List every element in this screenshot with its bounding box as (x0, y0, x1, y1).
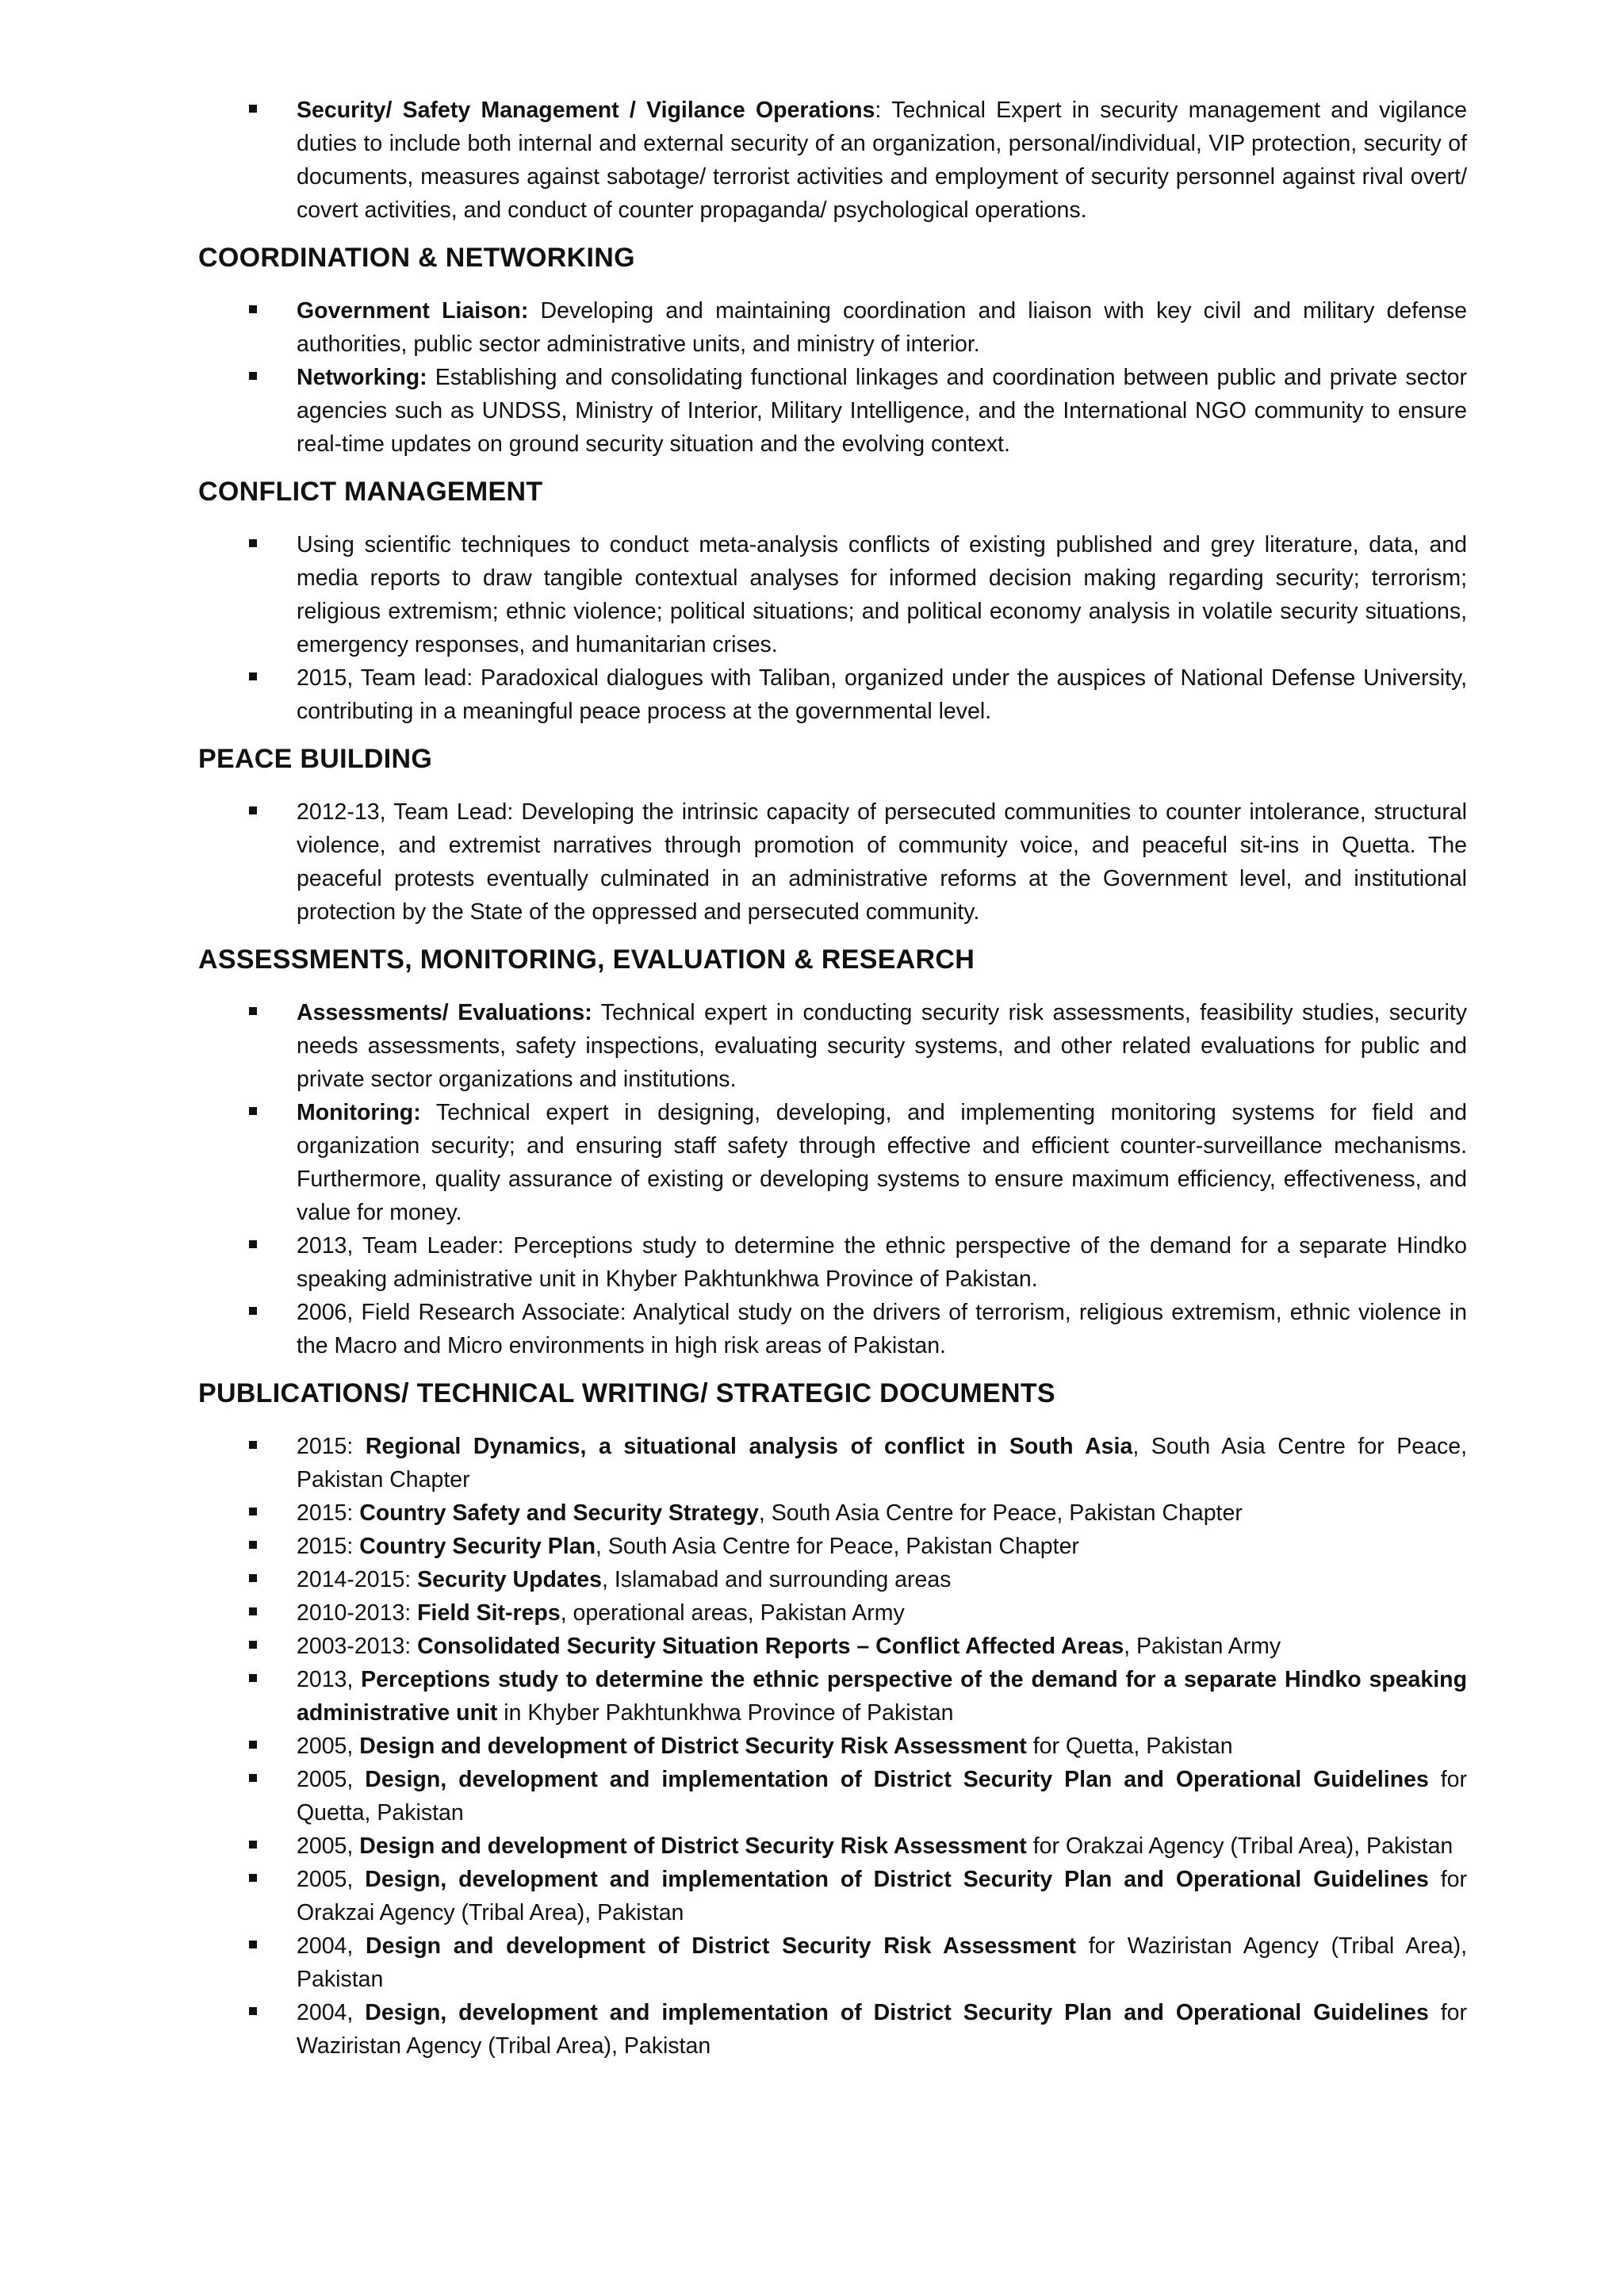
item-prefix: 2005, (297, 1734, 360, 1759)
list-item (198, 996, 1467, 1096)
section (198, 744, 1467, 929)
item-prefix: 2010-2013: (297, 1600, 418, 1626)
square-bullet-icon (249, 1674, 257, 1682)
item-text: , Islamabad and surrounding areas (601, 1567, 952, 1592)
list-item (198, 1229, 1467, 1296)
square-bullet-icon (249, 1607, 257, 1615)
list-item (198, 94, 1467, 227)
square-bullet-icon (249, 1874, 257, 1882)
square-bullet-icon (249, 1641, 257, 1649)
square-bullet-icon (249, 1240, 257, 1248)
square-bullet-icon (249, 1007, 257, 1015)
list-item (198, 1496, 1467, 1530)
item-prefix: 2004, (297, 1933, 366, 1959)
square-bullet-icon (249, 1107, 257, 1115)
square-bullet-icon (249, 807, 257, 814)
item-text: in Khyber Pakhtunkhwa Province of Pakistan (497, 1700, 954, 1726)
item-text: 2015, Team lead: Paradoxical dialogues with Taliban, organized under the auspices of National Defense University, contributing in a meaningful peace process at the governmental level. (297, 665, 1467, 724)
list-item (198, 1996, 1467, 2063)
square-bullet-icon (249, 105, 257, 113)
item-bold-title: Consolidated Security Situation Reports – Conflict Affected Areas (417, 1634, 1124, 1659)
section (198, 1378, 1467, 2063)
square-bullet-icon (249, 672, 257, 680)
bullet-list (198, 294, 1467, 461)
section (198, 477, 1467, 728)
item-prefix: 2005, (297, 1767, 366, 1792)
item-prefix: 2015: (297, 1534, 360, 1559)
item-bold-title: Design, development and implementation of District Security Plan and Operational Guidelines (365, 1867, 1429, 1892)
item-text: Establishing and consolidating functional linkages and coordination between public and private sector agencies such as UNDSS, Ministry of Interior, Military Intelligence, and the International NGO community to ensure real-time updates on ground security situation and the evolving context. (297, 365, 1467, 457)
section (198, 94, 1467, 227)
section (198, 944, 1467, 1362)
square-bullet-icon (249, 1574, 257, 1582)
item-prefix: 2015: (297, 1500, 360, 1526)
list-item (198, 1630, 1467, 1663)
square-bullet-icon (249, 372, 257, 380)
square-bullet-icon (249, 305, 257, 313)
item-bold-title: Security Updates (417, 1567, 602, 1592)
item-text: : Technical Expert in security management and vigilance duties to include both internal and external security of an organization, personal/individual, VIP protection, security of documents, measures against sabotage/ terrorist activities and employment of security personnel against rival overt/ covert activities, and conduct of counter propaganda/ psychological operations. (297, 98, 1467, 223)
item-text: 2013, Team Leader: Perceptions study to determine the ethnic perspective of the demand for a separate Hindko speaking administrative unit in Khyber Pakhtunkhwa Province of Pakistan. (297, 1233, 1467, 1292)
item-text: for Waziristan Agency (Tribal Area), Pakistan (297, 2000, 1467, 2059)
item-text: for Quetta, Pakistan (297, 1767, 1467, 1826)
list-item (198, 1596, 1467, 1630)
square-bullet-icon (249, 539, 257, 547)
bullet-list (198, 1430, 1467, 2063)
document-content (198, 94, 1467, 2077)
bullet-list (198, 795, 1467, 929)
square-bullet-icon (249, 1841, 257, 1849)
list-item (198, 1663, 1467, 1730)
item-bold-title: Field Sit-reps (417, 1600, 561, 1626)
item-prefix: 2015: (297, 1434, 366, 1459)
item-text: , Pakistan Army (1124, 1634, 1281, 1659)
section (198, 243, 1467, 461)
list-item (198, 1730, 1467, 1763)
square-bullet-icon (249, 1941, 257, 1948)
item-prefix: 2003-2013: (297, 1634, 418, 1659)
item-text: Technical expert in designing, developing, and implementing monitoring systems for field and organization security; and ensuring staff safety through effective and efficient counter-surveillance mechanisms. Furthermore, quality assurance of existing or developing systems to ensure maximum efficiency, effectiveness, and value for money. (297, 1100, 1467, 1225)
section-heading: PUBLICATIONS/ TECHNICAL WRITING/ STRATEGIC DOCUMENTS (198, 1378, 1055, 1408)
list-item (198, 294, 1467, 361)
item-bold-title: Country Security Plan (359, 1534, 596, 1559)
item-prefix: 2005, (297, 1867, 366, 1892)
item-prefix: 2014-2015: (297, 1567, 418, 1592)
bullet-list (198, 996, 1467, 1362)
list-item (198, 1530, 1467, 1563)
list-item (198, 361, 1467, 461)
section-heading: CONFLICT MANAGEMENT (198, 477, 543, 507)
item-bold-title: Design, development and implementation of District Security Plan and Operational Guidelines (365, 1767, 1429, 1792)
item-bold-title: Assessments/ Evaluations: (297, 1000, 592, 1025)
item-bold-title: Perceptions study to determine the ethnic perspective of the demand for a separate Hindko speaking administrative unit (297, 1667, 1467, 1726)
bullet-list (198, 528, 1467, 728)
list-item (198, 1829, 1467, 1863)
item-text: for Orakzai Agency (Tribal Area), Pakistan (1026, 1833, 1454, 1859)
item-text: , South Asia Centre for Peace, Pakistan Chapter (758, 1500, 1243, 1526)
item-text: Developing and maintaining coordination and liaison with key civil and military defense authorities, public sector administrative units, and ministry of interior. (297, 298, 1467, 357)
item-text: Using scientific techniques to conduct meta-analysis conflicts of existing published and grey literature, data, and media reports to draw tangible contextual analyses for informed decision making regarding security; terrorism; religious extremism; ethnic violence; political situations; and political economy analysis in volatile security situations, emergency responses, and humanitarian crises. (297, 532, 1467, 657)
item-text: 2012-13, Team Lead: Developing the intrinsic capacity of persecuted communities to counter intolerance, structural violence, and extremist narratives through promotion of community voice, and peaceful sit-ins in Quetta. The peaceful protests eventually culminated in an administrative reforms at the Government level, and institutional protection by the State of the oppressed and persecuted community. (297, 799, 1467, 925)
item-text: for Waziristan Agency (Tribal Area), Pakistan (297, 1933, 1467, 1992)
list-item (198, 795, 1467, 929)
item-bold-title: Regional Dynamics, a situational analysis of conflict in South Asia (365, 1434, 1133, 1459)
item-text: Technical expert in conducting security risk assessments, feasibility studies, security needs assessments, safety inspections, evaluating security systems, and other related evaluations for public and private sector organizations and institutions. (297, 1000, 1467, 1092)
section-heading: ASSESSMENTS, MONITORING, EVALUATION & RESEARCH (198, 944, 975, 975)
item-prefix: 2005, (297, 1833, 360, 1859)
item-text: for Orakzai Agency (Tribal Area), Pakistan (297, 1867, 1467, 1925)
square-bullet-icon (249, 1541, 257, 1549)
list-item (198, 1763, 1467, 1829)
square-bullet-icon (249, 2007, 257, 2015)
item-prefix: 2013, (297, 1667, 362, 1692)
list-item (198, 1563, 1467, 1596)
list-item (198, 1296, 1467, 1362)
list-item (198, 1096, 1467, 1229)
list-item (198, 1430, 1467, 1496)
list-item (198, 1929, 1467, 1996)
item-text: , South Asia Centre for Peace, Pakistan Chapter (595, 1534, 1079, 1559)
item-bold-title: Monitoring: (297, 1100, 421, 1125)
section-heading: COORDINATION & NETWORKING (198, 243, 635, 273)
item-text: for Quetta, Pakistan (1026, 1734, 1233, 1759)
item-bold-title: Networking: (297, 365, 427, 390)
section-heading: PEACE BUILDING (198, 744, 433, 774)
square-bullet-icon (249, 1307, 257, 1315)
item-text: 2006, Field Research Associate: Analytical study on the drivers of terrorism, religious extremism, ethnic violence in the Macro and Micro environments in high risk areas of Pakistan. (297, 1300, 1467, 1358)
square-bullet-icon (249, 1741, 257, 1749)
square-bullet-icon (249, 1774, 257, 1782)
square-bullet-icon (249, 1508, 257, 1515)
item-bold-title: Security/ Safety Management / Vigilance Operations (297, 98, 875, 123)
bullet-list (198, 94, 1467, 227)
item-text: , South Asia Centre for Peace, Pakistan Chapter (297, 1434, 1467, 1492)
item-bold-title: Government Liaison: (297, 298, 529, 324)
item-bold-title: Country Safety and Security Strategy (359, 1500, 759, 1526)
item-bold-title: Design and development of District Security Risk Assessment (359, 1833, 1027, 1859)
item-bold-title: Design and development of District Security Risk Assessment (366, 1933, 1077, 1959)
list-item (198, 528, 1467, 661)
square-bullet-icon (249, 1441, 257, 1449)
item-text: , operational areas, Pakistan Army (560, 1600, 905, 1626)
list-item (198, 1863, 1467, 1929)
list-item (198, 661, 1467, 728)
item-bold-title: Design, development and implementation of District Security Plan and Operational Guidelines (365, 2000, 1429, 2025)
item-bold-title: Design and development of District Security Risk Assessment (359, 1734, 1027, 1759)
item-prefix: 2004, (297, 2000, 366, 2025)
